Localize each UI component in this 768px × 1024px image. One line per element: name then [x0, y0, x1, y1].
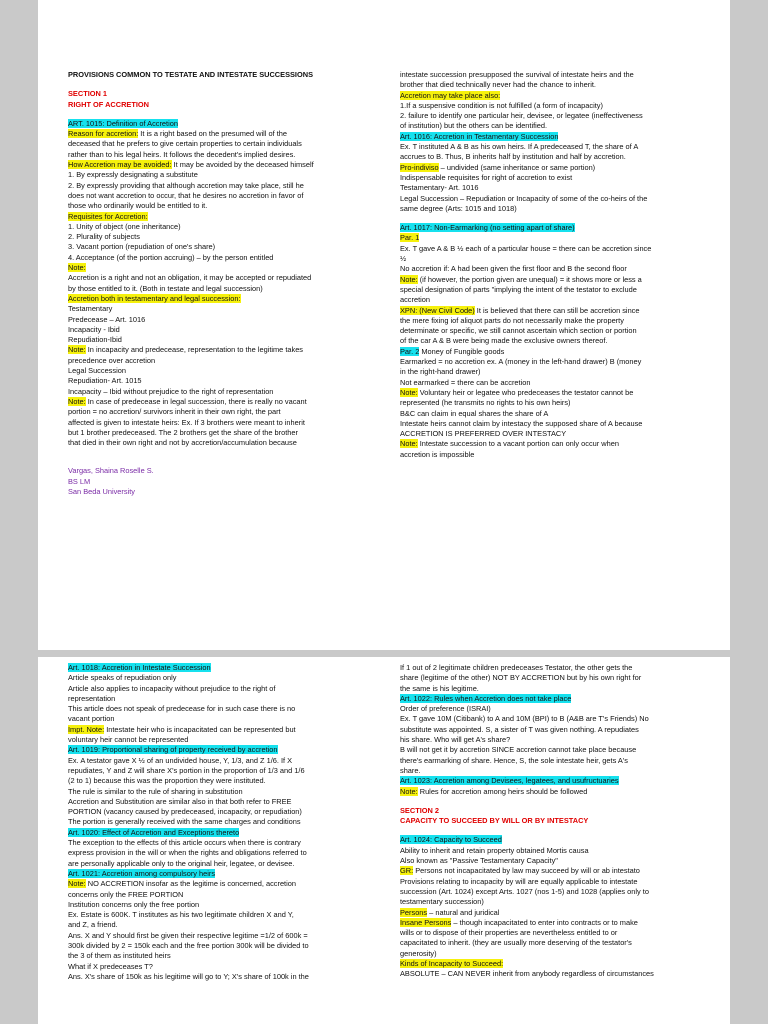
text-line [68, 191, 393, 201]
text-line [400, 419, 725, 429]
text-line [400, 766, 725, 776]
text-line [400, 877, 725, 887]
line-text: 1.If a suspensive condition is not fulfilled (a form of incapacity) [400, 100, 603, 110]
line-text: 3. Vacant portion (repudiation of one's share) [68, 242, 216, 252]
highlighted-heading: Note: [68, 396, 86, 406]
spacer [400, 826, 725, 835]
line-text: PORTION (vacancy caused by predeceased, incapacity, or repudiation) [68, 807, 302, 817]
text-line [68, 387, 393, 397]
line-text: share. [400, 765, 421, 775]
line-text: In incapacity and predecease, representation to the legitime takes [85, 345, 304, 355]
highlighted-heading: How Accretion may be avoided: [68, 160, 172, 170]
line-text: express provision in the will or when the rights and obligations referred to [68, 848, 307, 858]
text-line [400, 908, 725, 918]
text-line [68, 100, 393, 110]
highlighted-heading: Note: [400, 387, 418, 397]
line-text: voluntary heir cannot be represented [68, 735, 189, 745]
highlighted-heading: Art. 1023: Accretion among Devisees, legatees, and usufructuaries [400, 776, 619, 786]
spacer [400, 214, 725, 223]
text-line [400, 388, 725, 398]
line-text: B&C can claim in equal shares the share of A [400, 408, 549, 418]
text-line [68, 160, 393, 170]
text-line [400, 673, 725, 683]
line-text: precedence over accretion [68, 355, 156, 365]
line-text: repudiates, Y and Z will share X's portion in the proportion of 1/3 and 1/6 [68, 765, 305, 775]
text-line [68, 294, 393, 304]
line-text: accretion [400, 295, 430, 305]
text-line [400, 684, 725, 694]
text-line [400, 336, 725, 346]
line-text: wills or to dispose of their properties are nevertheless entitled to or [400, 928, 618, 938]
text-line [400, 132, 725, 142]
text-line [68, 487, 393, 497]
line-text: there's earmarking of share. Hence, S, the sole intestate heir, gets A's [400, 755, 628, 765]
text-line [68, 951, 393, 961]
highlighted-heading: Art. 1018: Accretion in Intestate Succession [68, 663, 211, 672]
line-text: substitute was appointed. S, a sister of T was given nothing. A repudiates [400, 724, 639, 734]
line-text: Institution concerns only the free portion [68, 899, 200, 909]
line-text: Incapacity – Ibid without prejudice to the right of representation [68, 386, 274, 396]
line-text: representation [68, 693, 116, 703]
text-line [68, 335, 393, 345]
line-text: Earmarked = no accretion ex. A (money in the left-hand drawer) B (money [400, 357, 642, 367]
text-line [68, 89, 393, 99]
text-line [68, 828, 393, 838]
text-line [400, 70, 725, 80]
page-1-right-column [400, 70, 725, 460]
line-text: SECTION 2 [400, 805, 440, 815]
text-line [68, 931, 393, 941]
highlighted-heading: Kinds of Incapacity to Succeed: [400, 959, 504, 969]
text-line [400, 928, 725, 938]
text-line [400, 835, 725, 845]
text-line [68, 366, 393, 376]
line-text: Repudiation-Ibid [68, 335, 122, 345]
highlighted-heading: Note: [68, 345, 86, 355]
line-text: RIGHT OF ACCRETION [68, 99, 150, 109]
line-text: It may be avoided by the deceased himself [171, 160, 314, 170]
line-text: same degree (Arts: 1015 and 1018) [400, 203, 517, 213]
highlighted-heading: Art. 1021: Accretion among compulsory heirs [68, 868, 216, 878]
line-text: Persons not incapacitated by law may succeed by will or ab intestato [413, 866, 640, 876]
line-text: The exception to the effects of this article occurs when there is contrary [68, 838, 301, 848]
text-line [400, 714, 725, 724]
line-text: If 1 out of 2 legitimate children predeceases Testator, the other gets the [400, 663, 633, 672]
line-text: It is believed that there can still be accretion since [474, 305, 640, 315]
text-line [400, 663, 725, 673]
text-line [68, 910, 393, 920]
line-text: intestate succession presupposed the survival of intestate heirs and the [400, 70, 634, 79]
line-text: and Z, a friend. [68, 920, 118, 930]
line-text: Accretion and Substitution are similar also in that both refer to FREE [68, 796, 292, 806]
highlighted-heading: Impt. Note: [68, 724, 105, 734]
text-line [68, 212, 393, 222]
text-line [68, 253, 393, 263]
line-text: Order of preference (ISRAI) [400, 704, 491, 714]
line-text: special designation of parts "implying the intent of the testator to exclude [400, 284, 637, 294]
text-line [68, 428, 393, 438]
spacer [68, 457, 393, 466]
text-line [400, 285, 725, 295]
highlighted-heading: Art. 1019: Proportional sharing of property received by accretion [68, 745, 278, 755]
line-text: determinate or specific, we still cannot ascertain which section or portion [400, 326, 637, 336]
highlighted-heading: XPN: (New Civil Code) [400, 305, 475, 315]
line-text: Voluntary heir or legatee who predeceases the testator cannot be [417, 387, 634, 397]
line-text: 2. By expressly providing that although accretion may take place, still he [68, 180, 304, 190]
line-text: Ex. A testator gave X ½ of an undivided house, Y, 1/3, and Z 1/6. If X [68, 755, 293, 765]
line-text: his share. Who will get A's share? [400, 735, 511, 745]
highlighted-heading: Note: [400, 274, 418, 284]
line-text: 300k divided by 2 = 150k each and the free portion 300k will be divided to [68, 941, 309, 951]
line-text: Testamentary- Art. 1016 [400, 183, 479, 193]
line-text: brother that died technically never had the chance to inherit. [400, 80, 596, 90]
line-text: affected is given to intestate heirs: Ex. If 3 brothers were meant to inherit [68, 417, 305, 427]
text-line [400, 101, 725, 111]
text-line [68, 273, 393, 283]
line-text: This article does not speak of predecease for in such case there is no [68, 704, 296, 714]
line-text: Vargas, Shaina Roselle S. [68, 466, 154, 476]
line-text: represented (he transmits no rights to his own heirs) [400, 398, 571, 408]
line-text: The rule is similar to the rule of sharing in substitution [68, 786, 243, 796]
text-line [400, 846, 725, 856]
highlighted-heading: Accretion may take place also: [400, 90, 501, 100]
text-line [400, 816, 725, 826]
line-text: – undivided (same inheritance or same portion) [438, 162, 596, 172]
line-text: Predecease – Art. 1016 [68, 314, 146, 324]
line-text: succession (Art. 1024) except Arts. 1027 (nos 1-5) and 1028 (applies only to [400, 886, 649, 896]
line-text: Incapacity - Ibid [68, 324, 120, 334]
line-text: those who ordinarily would be entitled to it. [68, 201, 208, 211]
text-line [400, 204, 725, 214]
highlighted-heading: Par. 1 [400, 233, 420, 243]
text-line [400, 735, 725, 745]
line-text: Ability to inherit and retain property obtained Mortis causa [400, 845, 589, 855]
text-line [68, 150, 393, 160]
line-text: 2. failure to identify one particular heir, devisee, or legatee (ineffectiveness [400, 111, 643, 121]
line-text: ½ [400, 254, 407, 264]
text-line [400, 378, 725, 388]
line-text: SECTION 1 [68, 89, 108, 99]
line-text: accrues to B. Thus, B inherits half by institution and half by accretion. [400, 152, 626, 162]
line-text: in the right-hand drawer) [400, 367, 481, 377]
line-text: 1. Unity of object (one inheritance) [68, 221, 181, 231]
text-line [400, 938, 725, 948]
highlighted-heading: Art. 1022: Rules when Accretion does not take place [400, 693, 572, 703]
line-text: Repudiation- Art. 1015 [68, 376, 142, 386]
text-line [68, 972, 393, 982]
line-text: B will not get it by accretion SINCE accretion cannot take place because [400, 745, 637, 755]
text-line [400, 409, 725, 419]
line-text: ABSOLUTE – CAN NEVER inherit from anybody regardless of circumstances [400, 969, 654, 979]
page-1-left-column [68, 70, 393, 497]
text-line [400, 745, 725, 755]
line-text: Ex. T gave 10M (Citibank) to A and 10M (BPI) to B (A&B are T's Friends) No [400, 714, 649, 724]
line-text: vacant portion [68, 714, 115, 724]
line-text: No accretion if: A had been given the first floor and B the second floor [400, 264, 627, 274]
text-line [68, 848, 393, 858]
line-text: the mere fixing iof aliquot parts do not necessarily make the property [400, 315, 624, 325]
text-line [68, 345, 393, 355]
spacer [68, 448, 393, 457]
text-line [68, 859, 393, 869]
line-text: 4. Acceptance (of the portion accruing) – by the person entitled [68, 252, 274, 262]
text-line [400, 918, 725, 928]
line-text: NO ACCRETION insofar as the legitime is concerned, accretion [85, 879, 296, 889]
line-text: PROVISIONS COMMON TO TESTATE AND INTESTATE SUCCESSIONS [68, 70, 313, 79]
text-line [68, 477, 393, 487]
highlighted-heading: Pro-indiviso [400, 162, 439, 172]
line-text: does not want accretion to occur, that he desires no accretion in favor of [68, 190, 304, 200]
text-line [68, 315, 393, 325]
text-line [400, 450, 725, 460]
text-line [68, 807, 393, 817]
text-line [400, 704, 725, 714]
text-line [400, 173, 725, 183]
line-text: ACCRETION IS PREFERRED OVER INTESTACY [400, 429, 567, 439]
line-text: – natural and juridical [427, 907, 500, 917]
line-text: Article also applies to incapacity without prejudice to the right of [68, 683, 276, 693]
line-text: Provisions relating to incapacity by will are equally applicable to intestate [400, 876, 638, 886]
line-text: of the car A & B were being made the exclusive owners thereof. [400, 336, 608, 346]
line-text: (if however, the portion given are unequal) = it shows more or less a [417, 274, 642, 284]
line-text: Money of Fungible goods [419, 346, 505, 356]
text-line [400, 887, 725, 897]
text-line [68, 817, 393, 827]
line-text: Ex. T gave A & B ½ each of a particular house = there can be accretion since [400, 243, 652, 253]
text-line [400, 398, 725, 408]
text-line [68, 890, 393, 900]
line-text: accretion is impossible [400, 449, 475, 459]
highlighted-heading: Insane Persons [400, 917, 452, 927]
highlighted-heading: Art. 1024: Capacity to Succeed [400, 835, 502, 845]
line-text: – though incapacitated to enter into contracts or to make [451, 917, 638, 927]
text-line [400, 91, 725, 101]
text-line [400, 756, 725, 766]
text-line [400, 347, 725, 357]
text-line [400, 856, 725, 866]
highlighted-heading: Note: [68, 879, 86, 889]
highlighted-heading: Art. 1016: Accretion in Testamentary Succession [400, 131, 559, 141]
page-2-right-column [400, 663, 725, 980]
text-line [68, 879, 393, 889]
text-line [400, 969, 725, 979]
text-line [68, 694, 393, 704]
line-text: Legal Succession – Repudiation or Incapacity of some of the co-heirs of the [400, 193, 648, 203]
text-line [400, 694, 725, 704]
text-line [400, 152, 725, 162]
text-line [400, 806, 725, 816]
line-text: It is a right based on the presumed will of the [138, 129, 287, 139]
text-line [68, 181, 393, 191]
line-text: Intestate succession to a vacant portion can only occur when [417, 439, 619, 449]
text-line [68, 735, 393, 745]
highlighted-heading: Art. 1020: Effect of Accretion and Exceptions thereto [68, 827, 240, 837]
text-line [400, 111, 725, 121]
line-text: What if X predeceases T? [68, 961, 153, 971]
text-line [400, 244, 725, 254]
text-line [68, 787, 393, 797]
highlighted-heading: Note: [400, 786, 418, 796]
text-line [400, 357, 725, 367]
highlighted-heading: Accretion both in testamentary and legal succession: [68, 293, 241, 303]
line-text: Intestate heir who is incapacitated can be represented but [104, 724, 296, 734]
text-line [68, 304, 393, 314]
text-line [68, 776, 393, 786]
line-text: Ex. Estate is 600K. T institutes as his two legitimate children X and Y, [68, 910, 294, 920]
highlighted-heading: Note: [68, 263, 86, 273]
line-text: Not earmarked = there can be accretion [400, 377, 531, 387]
text-line [68, 920, 393, 930]
text-line [400, 316, 725, 326]
text-line [400, 897, 725, 907]
text-line [68, 663, 393, 673]
text-line [68, 325, 393, 335]
spacer [400, 797, 725, 806]
highlighted-heading: Note: [400, 439, 418, 449]
highlighted-heading: ART. 1015: Definition of Accretion [68, 118, 178, 128]
line-text: Testamentary [68, 304, 113, 314]
text-line [68, 869, 393, 879]
text-line [68, 714, 393, 724]
text-line [400, 194, 725, 204]
line-text: rather than to his legal heirs. It follows the decedent's implied desires. [68, 149, 296, 159]
spacer [68, 80, 393, 89]
text-line [400, 367, 725, 377]
line-text: deceased that he prefers to give certain properties to certain individuals [68, 139, 302, 149]
text-line [400, 959, 725, 969]
text-line [68, 418, 393, 428]
line-text: Ex. T instituted A & B as his own heirs. If A predeceased T, the share of A [400, 142, 639, 152]
text-line [68, 962, 393, 972]
line-text: portion = no accretion/ survivors inherit in their own right, the part [68, 407, 281, 417]
line-text: but 1 brother predeceased. The 2 brothers get the share of the brother [68, 427, 298, 437]
highlighted-heading: Persons [400, 907, 428, 917]
line-text: the same is his legitime. [400, 683, 479, 693]
text-line [400, 776, 725, 786]
text-line [68, 797, 393, 807]
text-line [68, 704, 393, 714]
text-line [68, 201, 393, 211]
text-line [400, 429, 725, 439]
text-line [68, 438, 393, 448]
text-line [400, 326, 725, 336]
text-line [68, 139, 393, 149]
line-text: 2. Plurality of subjects [68, 232, 140, 242]
text-line [68, 684, 393, 694]
text-line [68, 263, 393, 273]
line-text: Indispensable requisites for right of accretion to exist [400, 172, 573, 182]
line-text: Ans. X's share of 150k as his legitime will go to Y; X's share of 100k in the [68, 971, 309, 981]
highlighted-heading: GR: [400, 866, 414, 876]
text-line [400, 295, 725, 305]
line-text: CAPACITY TO SUCCEED BY WILL OR BY INTESTACY [400, 816, 589, 826]
line-text: (2 to 1) because this was the proportion they were instituted. [68, 776, 266, 786]
document-page-1 [38, 0, 730, 650]
text-line [68, 129, 393, 139]
text-line [68, 673, 393, 683]
line-text: Also known as "Passive Testamentary Capacity" [400, 856, 558, 866]
line-text: Legal Succession [68, 366, 126, 376]
text-line [400, 121, 725, 131]
text-line [68, 232, 393, 242]
text-line [400, 264, 725, 274]
text-line [400, 866, 725, 876]
text-line [68, 725, 393, 735]
text-line [68, 397, 393, 407]
text-line [400, 254, 725, 264]
highlighted-heading: Reason for accretion: [68, 129, 139, 139]
line-text: testamentary succession) [400, 897, 484, 907]
text-line [400, 223, 725, 233]
text-line [68, 756, 393, 766]
line-text: that died in their own right and not by accretion/accumulation because [68, 438, 297, 448]
line-text: share (legitime of the other) NOT BY ACCRETION but by his own right for [400, 673, 642, 683]
line-text: by those entitled to it. (Both in testate and legal succession) [68, 283, 263, 293]
text-line [68, 838, 393, 848]
text-line [400, 949, 725, 959]
text-line [68, 170, 393, 180]
text-line [68, 766, 393, 776]
text-line [400, 306, 725, 316]
line-text: the 3 of them as instituted heirs [68, 951, 171, 961]
text-line [68, 900, 393, 910]
page-2-left-column [68, 663, 393, 982]
line-text: San Beda University [68, 486, 135, 496]
text-line [68, 284, 393, 294]
line-text: Intestate heirs cannot claim by intestacy the supposed share of A because [400, 418, 643, 428]
line-text: The portion is generally received with the same charges and conditions [68, 817, 301, 827]
text-line [400, 163, 725, 173]
line-text: are personally applicable only to the original heir, legatee, or devisee. [68, 858, 295, 868]
text-line [68, 119, 393, 129]
line-text: Ans. X and Y should first be given their respective legitime =1/2 of 600k = [68, 930, 308, 940]
line-text: concerns only the FREE PORTION [68, 889, 184, 899]
line-text: In case of predecease in legal succession, there is really no vacant [85, 396, 307, 406]
line-text: 1. By expressly designating a substitute [68, 170, 198, 180]
line-text: Article speaks of repudiation only [68, 673, 177, 683]
text-line [68, 745, 393, 755]
line-text: Accretion is a right and not an obligation, it may be accepted or repudiated [68, 273, 312, 283]
line-text: generosity) [400, 948, 437, 958]
line-text: BS LM [68, 476, 91, 486]
text-line [400, 80, 725, 90]
highlighted-heading: Requisites for Accretion: [68, 211, 148, 221]
line-text: capacitated to inherit. (they are usually more deserving of the testator's [400, 938, 632, 948]
text-line [68, 407, 393, 417]
text-line [68, 376, 393, 386]
document-page-2 [38, 657, 730, 1024]
line-text: Rules for accretion among heirs should be followed [417, 786, 588, 796]
text-line [68, 356, 393, 366]
text-line [400, 233, 725, 243]
text-line [68, 242, 393, 252]
text-line [400, 725, 725, 735]
highlighted-heading: Art. 1017: Non-Earmarking (no setting apart of share) [400, 223, 575, 233]
text-line [68, 222, 393, 232]
text-line [68, 70, 393, 80]
spacer [68, 110, 393, 119]
text-line [400, 787, 725, 797]
text-line [400, 275, 725, 285]
highlighted-heading: Par. 2 [400, 346, 420, 356]
text-line [400, 439, 725, 449]
line-text: of institution) but the others can be identified. [400, 121, 548, 131]
text-line [68, 941, 393, 951]
text-line [68, 466, 393, 476]
text-line [400, 142, 725, 152]
text-line [400, 183, 725, 193]
